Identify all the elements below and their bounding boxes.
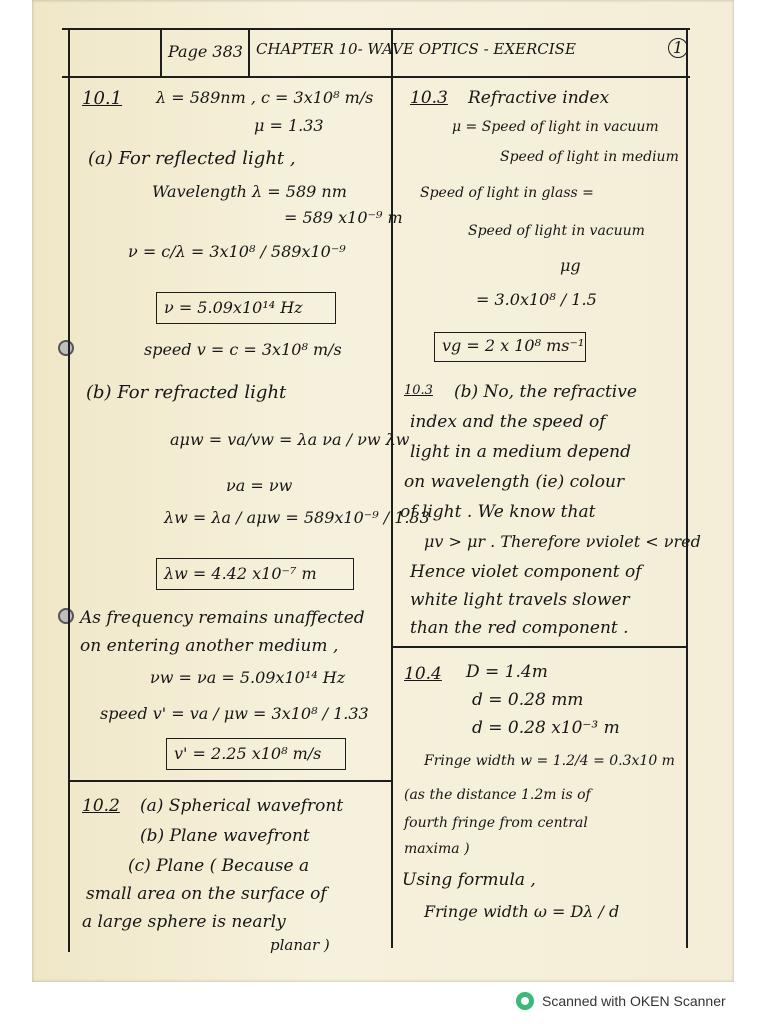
q1-given-1: λ = 589nm , c = 3x10⁸ m/s <box>156 88 374 107</box>
q3-line-1: Refractive index <box>468 88 610 108</box>
q2-line-1: (a) Spherical wavefront <box>140 796 344 816</box>
header-bottom-rule <box>62 76 690 78</box>
q3b-line-9: than the red component . <box>410 618 629 638</box>
q3b-number: 10.3 <box>404 383 433 398</box>
q4-number: 10.4 <box>404 664 442 684</box>
chapter-title: CHAPTER 10- WAVE OPTICS - EXERCISE <box>256 40 576 58</box>
q1a-line-2: = 589 x10⁻⁹ m <box>284 208 403 227</box>
q3-number: 10.3 <box>410 88 448 108</box>
q4-line-8: Using formula , <box>402 870 536 890</box>
header-top-rule <box>62 28 690 30</box>
q4-line-3: d = 0.28 x10⁻³ m <box>472 718 620 738</box>
q2-line-2: (b) Plane wavefront <box>140 826 310 846</box>
q3b-line-3: light in a medium depend <box>410 442 631 462</box>
q2-number: 10.2 <box>82 796 120 816</box>
q3b-line-4: on wavelength (ie) colour <box>404 472 625 492</box>
q1b-line-3: λw = λa / aμw = 589x10⁻⁹ / 1.33 <box>164 508 430 527</box>
q3b-line-1: (b) No, the refractive <box>454 382 637 402</box>
q3-line-7: = 3.0x10⁸ / 1.5 <box>476 290 597 309</box>
q1-freq-line-4: speed v' = va / μw = 3x10⁸ / 1.33 <box>100 704 369 723</box>
q2-line-4: small area on the surface of <box>86 884 327 904</box>
q4-line-7: maxima ) <box>404 841 470 857</box>
q1-freq-line-1: As frequency remains unaffected <box>80 608 365 628</box>
q1-freq-line-2: on entering another medium , <box>80 636 339 656</box>
q3-line-5: Speed of light in vacuum <box>468 223 645 239</box>
page-number: Page 383 <box>168 42 243 61</box>
q3b-line-6: μv > μr . Therefore νviolet < νred <box>424 532 701 551</box>
q3-line-4: Speed of light in glass = <box>420 185 594 201</box>
header-page-divider <box>160 28 162 76</box>
q4-line-6: fourth fringe from central <box>404 815 588 831</box>
q3-line-3: Speed of light in medium <box>500 149 679 165</box>
scanner-logo-icon <box>516 992 534 1010</box>
q1b-line-1: aμw = va/vw = λa νa / νw λw <box>170 430 410 449</box>
section-divider-10-2 <box>68 780 392 782</box>
q2-line-3: (c) Plane ( Because a <box>128 856 310 876</box>
q3b-line-8: white light travels slower <box>410 590 630 610</box>
q3b-line-7: Hence violet component of <box>410 562 642 582</box>
q4-line-5: (as the distance 1.2m is of <box>404 787 591 803</box>
q4-line-4: Fringe width w = 1.2/4 = 0.3x10 m <box>424 753 675 769</box>
q1a-result: ν = 5.09x10¹⁴ Hz <box>164 298 303 317</box>
q1-freq-line-3: νw = νa = 5.09x10¹⁴ Hz <box>150 668 346 687</box>
header-chapter-divider <box>248 28 250 76</box>
sheet-number: 1 <box>668 38 688 58</box>
q3b-line-5: of light . We know that <box>400 502 596 522</box>
q3-line-2: μ = Speed of light in vacuum <box>452 119 659 135</box>
punch-hole-top <box>58 340 74 356</box>
scanner-watermark-text: Scanned with OKEN Scanner <box>542 993 726 1009</box>
q1b-result: λw = 4.42 x10⁻⁷ m <box>164 564 317 583</box>
q3b-line-2: index and the speed of <box>410 412 606 432</box>
q4-line-1: D = 1.4m <box>466 662 548 682</box>
scanner-watermark <box>516 990 726 1012</box>
q1a-line-3: ν = c/λ = 3x10⁸ / 589x10⁻⁹ <box>128 242 346 261</box>
q1a-line-1: Wavelength λ = 589 nm <box>152 182 347 201</box>
punch-hole-bottom <box>58 608 74 624</box>
q4-line-9: Fringe width ω = Dλ / d <box>424 902 620 921</box>
q2-line-5: a large sphere is nearly <box>82 912 286 932</box>
left-margin-rule <box>68 28 70 952</box>
right-margin-rule <box>686 28 688 948</box>
q1b-line-2: νa = νw <box>226 476 293 495</box>
q3-result: vg = 2 x 10⁸ ms⁻¹ <box>442 336 585 355</box>
column-divider <box>391 28 393 948</box>
q1a-heading: (a) For reflected light , <box>88 148 296 169</box>
q1b-heading: (b) For refracted light <box>86 382 287 403</box>
q4-line-2: d = 0.28 mm <box>472 690 584 710</box>
q1-freq-result: v' = 2.25 x10⁸ m/s <box>174 744 322 763</box>
q1-number: 10.1 <box>82 88 123 109</box>
section-divider-10-4 <box>392 646 686 648</box>
q1-given-2: μ = 1.33 <box>254 116 324 135</box>
q1a-speed: speed v = c = 3x10⁸ m/s <box>144 340 342 359</box>
q2-line-6: planar ) <box>270 936 330 954</box>
q3-line-6: μg <box>560 256 581 275</box>
